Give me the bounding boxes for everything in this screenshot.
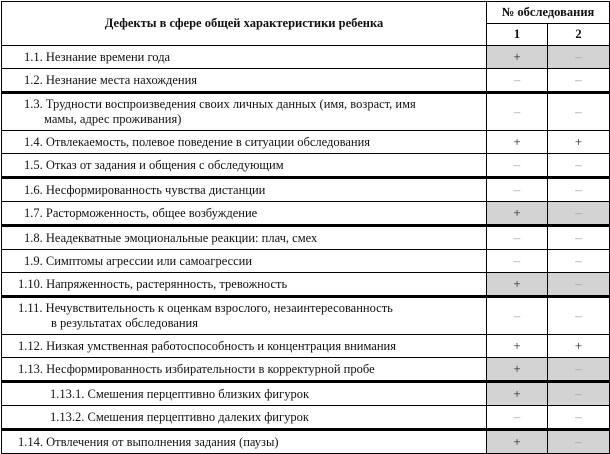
column-header-exam-number: № обследования — [487, 2, 610, 24]
table-row — [2, 46, 610, 69]
defect-label: 1.8. Неадекватные эмоциональные реакции: плач, смех — [2, 226, 487, 250]
defect-label: 1.7. Расторможенность, общее возбуждение — [2, 202, 487, 226]
defect-label-line1: 1.3. Трудности воспроизведения своих личных данных (имя, возраст, имя — [24, 97, 416, 111]
exam-1-mark: – — [487, 69, 548, 93]
exam-1-mark: + — [487, 430, 548, 454]
column-header-exam-2: 2 — [548, 24, 610, 46]
exam-1-mark: – — [487, 154, 548, 178]
defect-label: 1.14. Отвлечения от выполнения задания (паузы) — [2, 430, 487, 454]
exam-2-mark: + — [548, 335, 610, 358]
exam-1-mark: – — [487, 93, 548, 131]
exam-2-mark: – — [548, 154, 610, 178]
exam-2-mark: – — [548, 382, 610, 406]
defect-label: 1.4. Отвлекаемость, полевое поведение в ситуации обследования — [2, 131, 487, 154]
table-row — [2, 202, 610, 226]
defect-label: 1.5. Отказ от задания и общения с обследующим — [2, 154, 487, 178]
exam-2-mark: – — [548, 46, 610, 69]
table-row — [2, 154, 610, 178]
defect-label-line2: мамы, адрес проживания) — [44, 112, 182, 126]
defect-label: 1.13.1. Смешения перцептивно близких фигурок — [2, 382, 487, 406]
table-row — [2, 250, 610, 273]
column-header-exam-1: 1 — [487, 24, 548, 46]
defect-label: 1.9. Симптомы агрессии или самоагрессии — [2, 250, 487, 273]
exam-2-mark: – — [548, 226, 610, 250]
table-row — [2, 430, 610, 454]
exam-1-mark: + — [487, 202, 548, 226]
table-row — [2, 382, 610, 406]
exam-2-mark: – — [548, 93, 610, 131]
exam-2-mark: – — [548, 202, 610, 226]
exam-1-mark: + — [487, 46, 548, 69]
table-row — [2, 406, 610, 430]
table-row — [2, 273, 610, 297]
exam-2-mark: – — [548, 178, 610, 202]
defect-label: 1.1. Незнание времени года — [2, 46, 487, 69]
exam-1-mark: – — [487, 250, 548, 273]
table-row — [2, 358, 610, 382]
exam-1-mark: + — [487, 335, 548, 358]
defect-label-line2: в результатах обследования — [51, 316, 198, 330]
exam-2-mark: – — [548, 69, 610, 93]
table-row — [2, 178, 610, 202]
table-row — [2, 297, 610, 335]
exam-2-mark: – — [548, 430, 610, 454]
table-row — [2, 131, 610, 154]
defects-table — [1, 1, 610, 454]
exam-1-mark: + — [487, 382, 548, 406]
defect-label — [2, 297, 487, 335]
table-body — [2, 46, 610, 454]
exam-1-mark: – — [487, 297, 548, 335]
table-row — [2, 335, 610, 358]
defect-label: 1.12. Низкая умственная работоспособность и концентрация внимания — [2, 335, 487, 358]
defect-label: 1.13. Несформированность избирательности в корректурной пробе — [2, 358, 487, 382]
exam-1-mark: + — [487, 131, 548, 154]
exam-2-mark: – — [548, 358, 610, 382]
defect-label: 1.13.2. Смешения перцептивно далеких фигурок — [2, 406, 487, 430]
exam-2-mark: – — [548, 250, 610, 273]
exam-1-mark: + — [487, 273, 548, 297]
exam-1-mark: – — [487, 226, 548, 250]
exam-2-mark: + — [548, 131, 610, 154]
column-header-defects: Дефекты в сфере общей характеристики ребенка — [2, 2, 487, 46]
exam-2-mark: – — [548, 406, 610, 430]
exam-1-mark: – — [487, 406, 548, 430]
exam-2-mark: – — [548, 273, 610, 297]
table-row — [2, 69, 610, 93]
exam-1-mark: – — [487, 178, 548, 202]
exam-1-mark: + — [487, 358, 548, 382]
exam-2-mark: – — [548, 297, 610, 335]
table-row — [2, 93, 610, 131]
defect-label — [2, 93, 487, 131]
defect-label: 1.10. Напряженность, растерянность, тревожность — [2, 273, 487, 297]
defect-label: 1.2. Незнание места нахождения — [2, 69, 487, 93]
defect-label-line1: 1.11. Нечувствительность к оценкам взрослого, незаинтересованность — [18, 301, 393, 315]
table-row — [2, 226, 610, 250]
defect-label: 1.6. Несформированность чувства дистанции — [2, 178, 487, 202]
